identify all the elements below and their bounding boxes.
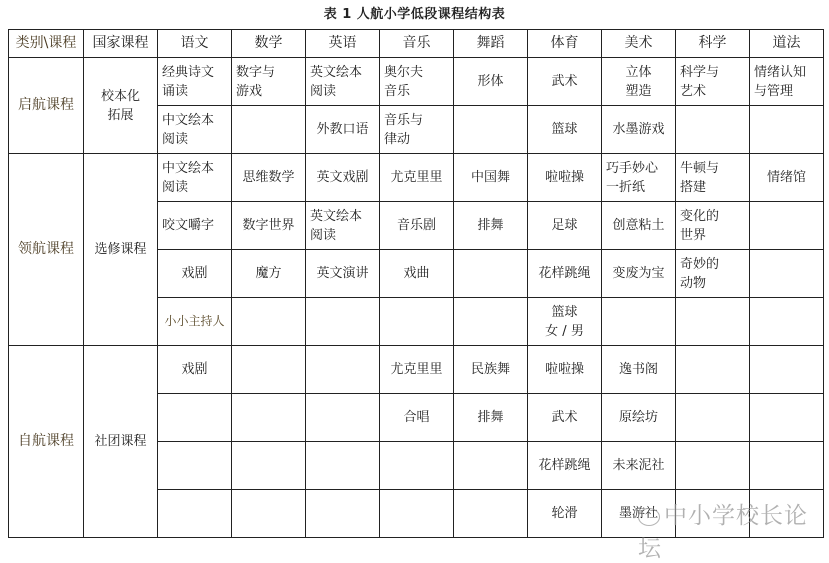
course-cell: 英文戏剧	[306, 154, 380, 202]
course-cell: 奥尔夫 音乐	[380, 58, 454, 106]
course-cell: 民族舞	[454, 346, 528, 394]
header-cell-dance: 舞蹈	[454, 30, 528, 58]
header-cell-morality: 道法	[750, 30, 824, 58]
course-cell	[232, 394, 306, 442]
watermark-text: 中小学校长论坛	[638, 503, 808, 562]
course-cell: 英文绘本 阅读	[306, 202, 380, 250]
course-cell: 数字与 游戏	[232, 58, 306, 106]
course-cell: 咬文嚼字	[158, 202, 232, 250]
course-cell: 数字世界	[232, 202, 306, 250]
course-cell: 戏曲	[380, 250, 454, 298]
category-cell: 启航课程	[9, 58, 84, 154]
header-cell-category: 类别\课程	[9, 30, 84, 58]
course-cell	[232, 442, 306, 490]
table-row	[9, 346, 824, 394]
course-cell: 英文演讲	[306, 250, 380, 298]
course-cell: 中文绘本 阅读	[158, 154, 232, 202]
course-cell: 经典诗文 诵读	[158, 58, 232, 106]
course-cell	[306, 442, 380, 490]
course-cell: 排舞	[454, 394, 528, 442]
course-cell	[380, 490, 454, 538]
course-cell	[750, 394, 824, 442]
course-cell: 英文绘本 阅读	[306, 58, 380, 106]
course-cell	[676, 106, 750, 154]
category-cell: 自航课程	[9, 346, 84, 538]
category-cell: 领航课程	[9, 154, 84, 346]
header-cell-chinese: 语文	[158, 30, 232, 58]
header-cell-math: 数学	[232, 30, 306, 58]
table-title: 表 1 人航小学低段课程结构表	[323, 7, 506, 22]
header-row	[9, 30, 824, 58]
course-cell: 立体 塑造	[602, 58, 676, 106]
course-cell	[232, 106, 306, 154]
course-cell: 墨游社	[602, 490, 676, 538]
course-cell: 戏剧	[158, 250, 232, 298]
course-cell	[676, 490, 750, 538]
course-cell	[158, 442, 232, 490]
course-cell: 音乐与 律动	[380, 106, 454, 154]
course-cell	[306, 298, 380, 346]
course-cell	[454, 298, 528, 346]
course-cell: 巧手妙心 一折纸	[602, 154, 676, 202]
course-cell: 变废为宝	[602, 250, 676, 298]
course-cell	[750, 250, 824, 298]
course-cell: 轮滑	[528, 490, 602, 538]
course-cell: 思维数学	[232, 154, 306, 202]
course-cell	[676, 298, 750, 346]
course-cell: 变化的 世界	[676, 202, 750, 250]
course-cell	[676, 346, 750, 394]
course-cell: 花样跳绳	[528, 250, 602, 298]
course-cell: 音乐剧	[380, 202, 454, 250]
course-cell: 武术	[528, 58, 602, 106]
course-cell: 啦啦操	[528, 346, 602, 394]
course-cell: 篮球	[528, 106, 602, 154]
course-cell: 原绘坊	[602, 394, 676, 442]
national-course-cell: 社团课程	[84, 346, 158, 538]
course-cell	[380, 298, 454, 346]
course-cell: 武术	[528, 394, 602, 442]
header-cell-pe: 体育	[528, 30, 602, 58]
course-cell	[454, 106, 528, 154]
course-cell: 创意粘土	[602, 202, 676, 250]
course-cell: 篮球 女 / 男	[528, 298, 602, 346]
course-cell	[750, 298, 824, 346]
course-cell	[750, 490, 824, 538]
course-cell: 外教口语	[306, 106, 380, 154]
course-cell	[676, 394, 750, 442]
course-cell	[602, 298, 676, 346]
course-cell	[750, 442, 824, 490]
course-cell: 中国舞	[454, 154, 528, 202]
course-cell	[380, 442, 454, 490]
course-cell	[232, 298, 306, 346]
course-cell: 足球	[528, 202, 602, 250]
course-cell: 尤克里里	[380, 346, 454, 394]
course-cell	[750, 106, 824, 154]
course-cell: 牛顿与 搭建	[676, 154, 750, 202]
course-cell: 尤克里里	[380, 154, 454, 202]
course-cell: 合唱	[380, 394, 454, 442]
course-cell	[306, 394, 380, 442]
course-cell: 小小主持人	[158, 298, 232, 346]
course-cell	[676, 442, 750, 490]
header-cell-art: 美术	[602, 30, 676, 58]
table-row	[9, 154, 824, 202]
header-cell-science: 科学	[676, 30, 750, 58]
course-cell: 形体	[454, 58, 528, 106]
course-cell	[454, 250, 528, 298]
course-cell	[232, 346, 306, 394]
course-structure-table	[8, 29, 824, 538]
course-cell: 科学与 艺术	[676, 58, 750, 106]
header-cell-national: 国家课程	[84, 30, 158, 58]
course-cell: 水墨游戏	[602, 106, 676, 154]
course-cell	[750, 202, 824, 250]
course-cell	[306, 490, 380, 538]
course-cell: 中文绘本 阅读	[158, 106, 232, 154]
course-cell	[158, 490, 232, 538]
course-cell: 戏剧	[158, 346, 232, 394]
national-course-cell: 校本化 拓展	[84, 58, 158, 154]
national-course-cell: 选修课程	[84, 154, 158, 346]
course-cell: 情绪认知 与管理	[750, 58, 824, 106]
header-cell-music: 音乐	[380, 30, 454, 58]
course-cell: 魔方	[232, 250, 306, 298]
course-cell	[232, 490, 306, 538]
course-cell	[454, 442, 528, 490]
course-cell: 逸书阁	[602, 346, 676, 394]
course-cell: 排舞	[454, 202, 528, 250]
course-cell	[750, 346, 824, 394]
course-cell: 啦啦操	[528, 154, 602, 202]
header-cell-english: 英语	[306, 30, 380, 58]
course-cell	[158, 394, 232, 442]
course-cell: 花样跳绳	[528, 442, 602, 490]
course-cell	[306, 346, 380, 394]
course-cell: 奇妙的 动物	[676, 250, 750, 298]
table-row	[9, 58, 824, 106]
course-cell: 情绪馆	[750, 154, 824, 202]
course-cell	[454, 490, 528, 538]
course-cell: 未来泥社	[602, 442, 676, 490]
